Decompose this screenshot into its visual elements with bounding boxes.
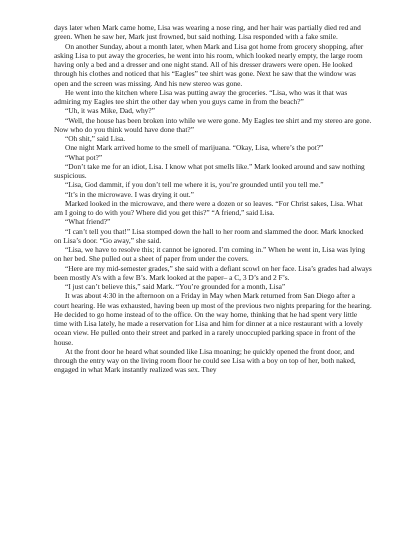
paragraph: “Oh shit,” said Lisa. — [65, 134, 126, 143]
document-page — [54, 23, 372, 375]
paragraph: On another Sunday, about a month later, when Mark and Lisa got home from grocery shopping, after asking Lisa to put away the groceries, he went into his room, which looked nearly empty, the large room having only a bed and a dresser and one night stand. All of his dresser drawers were open. He looked through his clothes and noticed that his “Eagles” tee shirt was gone. Next he saw that the window was open and the screen was missing. And his new stereo was gone. — [54, 41, 364, 88]
paragraph: Marked looked in the microwave, and there were a dozen or so leaves. “For Christ sakes, Lisa. What am I going to do with you? Where did you get this?” “A friend,” said Lisa. — [54, 198, 363, 217]
paragraph: One night Mark arrived home to the smell of marijuana. “Okay, Lisa, where’s the pot?” — [65, 143, 324, 153]
paragraph: “I can’t tell you that!” Lisa stomped down the hall to her room and slammed the door. Mark knocked on Lisa’s door. “Go away,” she said. — [54, 226, 364, 245]
paragraph: “What friend?” — [65, 217, 111, 227]
paragraph: “I just can’t believe this,” said Mark. “You’re grounded for a month, Lisa” — [65, 282, 286, 291]
paragraph: “Lisa, God dammit, if you don’t tell me where it is, you’re grounded until you tell me.” — [65, 180, 324, 190]
paragraph: “Lisa, we have to resolve this; it cannot be ignored. I’m coming in.” When he went in, Lisa was lying on her bed. She pulled out a sheet of paper from under the covers. — [54, 245, 366, 264]
paragraph: It was about 4:30 in the afternoon on a Friday in May when Mark returned from San Diego after a court hearing. He was exhausted, having been up most of the previous two nights preparing for the hearing. He decided to go home instead of to the office. On the way home, thinking that he had spent very little time with Lisa lately, he made a reservation for Lisa and him for dinner at a nice restaurant with a lovely ocean view. He pulled onto their street and parked in a rarely unoccupied parking space in front of the house. — [54, 291, 372, 347]
paragraph: “What pot?” — [65, 152, 103, 162]
paragraph: “Here are my mid-semester grades,” she said with a defiant scowl on her face. Lisa’s grades had always been mostly A’s with a few B’s. Mark looked at the paper– a C, 3 D’s and 2 F’s. — [54, 263, 372, 282]
paragraph: At the front door he heard what sounded like Lisa moaning; he quickly opened the front door, and through the entry way on the living room floor he could see Lisa with a boy on top of her, both naked, engaged in what Mark instantly realized was sex. They — [54, 346, 356, 375]
paragraph: “It’s in the microwave. I was drying it out.” — [65, 189, 194, 199]
paragraph: days later when Mark came home, Lisa was wearing a nose ring, and her hair was partially died red and green. When he saw her, Mark just frowned, but said nothing. Lisa responded with a fake smile. — [54, 23, 361, 42]
paragraph: “Well, the house has been broken into while we were gone. My Eagles tee shirt and my stereo are gone. Now who do you think would have done that?” — [54, 115, 372, 134]
paragraph: “Don’t take me for an idiot, Lisa. I know what pot smells like.” Mark looked around and saw nothing suspicious. — [54, 161, 365, 180]
paragraph: “Uh, it was Mike, Dad, why?” — [65, 106, 155, 116]
paragraph: He went into the kitchen where Lisa was putting away the groceries. “Lisa, who was it that was admiring my Eagles tee shirt the other day when you guys came in from the beach?” — [54, 87, 348, 106]
